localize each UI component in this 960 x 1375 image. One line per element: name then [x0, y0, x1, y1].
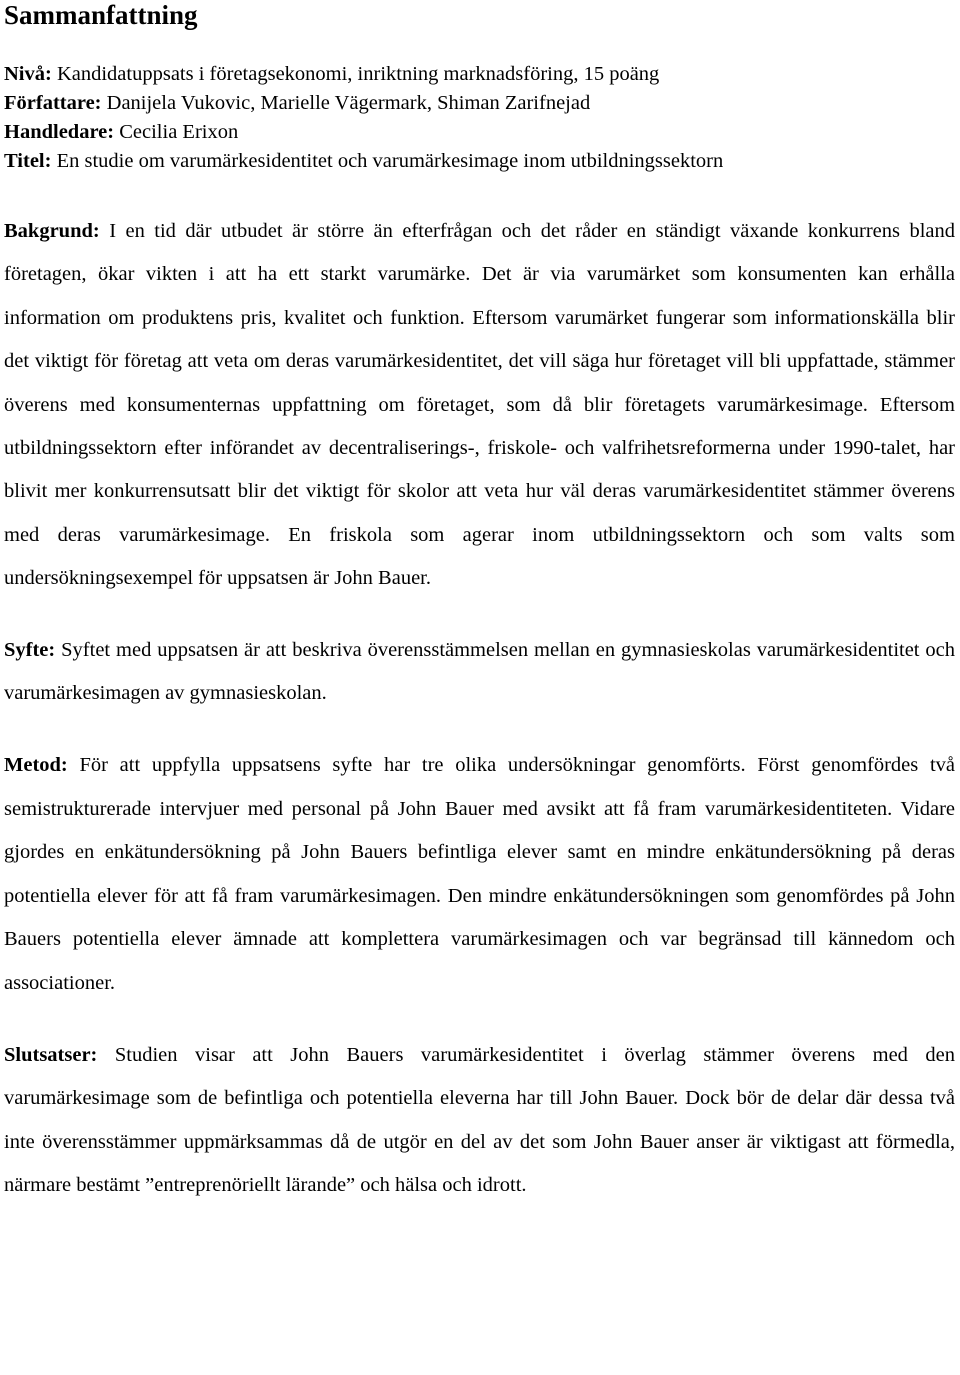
metadata-block	[4, 60, 955, 176]
titel-value: En studie om varumärkesidentitet och varumärkesimage inom utbildningssektorn	[56, 150, 724, 172]
metod-text: För att uppfylla uppsatsens syfte har tre olika undersökningar genomförts. Först genomfördes två semistrukturerade intervjuer med personal på John Bauer med avsikt att få fram varumärkesidentiteten. Vidare gjordes en enkätundersökning på John Bauers befintliga elever samt en mindre enkätundersökning på deras potentiella elever för att få fram varumärkesimagen. Den mindre enkätundersökningen som genomfördes på John Bauers potentiella elever ämnade att komplettera varumärkesimagen och var begränsad till kännedom och associationer.	[4, 754, 955, 994]
meta-titel	[4, 147, 955, 176]
forfattare-value: Danijela Vukovic, Marielle Vägermark, Shiman Zarifnejad	[106, 92, 591, 114]
forfattare-label: Författare:	[4, 92, 102, 114]
bakgrund-paragraph	[4, 210, 955, 601]
handledare-value: Cecilia Erixon	[119, 121, 239, 143]
bakgrund-label: Bakgrund:	[4, 220, 100, 242]
bakgrund-text: I en tid där utbudet är större än efterfrågan och det råder en ständigt växande konkurrens bland företagen, ökar vikten i att ha ett starkt varumärke. Det är via varumärket som konsumenten kan erhålla information om produktens pris, kvalitet och funktion. Eftersom varumärket fungerar som informationskälla blir det viktigt för företag att veta om deras varumärkesidentitet, det vill säga hur företaget vill bli uppfattade, stämmer överens med konsumenternas uppfattning om företaget, som då blir företagets varumärkesimage. Eftersom utbildningssektorn efter införandet av decentraliserings-, friskole- och valfrihetsreformerna under 1990-talet, har blivit mer konkurrensutsatt blir det viktigt för skolor att veta hur väl deras varumärkesidentitet stämmer överens med deras varumärkesimage. En friskola som agerar inom utbildningssektorn och som valts som undersökningsexempel för uppsatsen är John Bauer.	[4, 220, 955, 590]
syfte-text: Syftet med uppsatsen är att beskriva överensstämmelsen mellan en gymnasieskolas varumärkesidentitet och varumärkesimagen av gymnasieskolan.	[4, 638, 956, 705]
page-title: Sammanfattning	[4, 0, 198, 30]
syfte-label: Syfte:	[4, 638, 56, 661]
document-page	[4, 0, 955, 1208]
metod-label: Metod:	[4, 754, 68, 777]
niva-value: Kandidatuppsats i företagsekonomi, inriktning marknadsföring, 15 poäng	[56, 63, 660, 85]
metod-paragraph	[4, 744, 955, 1004]
slutsatser-label: Slutsatser:	[4, 1043, 98, 1066]
slutsatser-paragraph	[4, 1034, 955, 1208]
syfte-paragraph	[4, 629, 955, 716]
meta-handledare	[4, 118, 955, 147]
meta-forfattare	[4, 89, 955, 118]
handledare-label: Handledare:	[4, 121, 115, 143]
titel-label: Titel:	[4, 150, 52, 172]
niva-label: Nivå:	[4, 63, 52, 85]
slutsatser-text: Studien visar att John Bauers varumärkesidentitet i överlag stämmer överens med den varumärkesimage som de befintliga och potentiella eleverna har till John Bauer. Dock bör de delar där dessa två inte överensstämmer uppmärksammas då de utgör en del av det som John Bauer anser är viktigast att förmedla, närmare bestämt ”entreprenöriellt lärande” och hälsa och idrott.	[4, 1043, 955, 1197]
meta-niva	[4, 60, 955, 89]
